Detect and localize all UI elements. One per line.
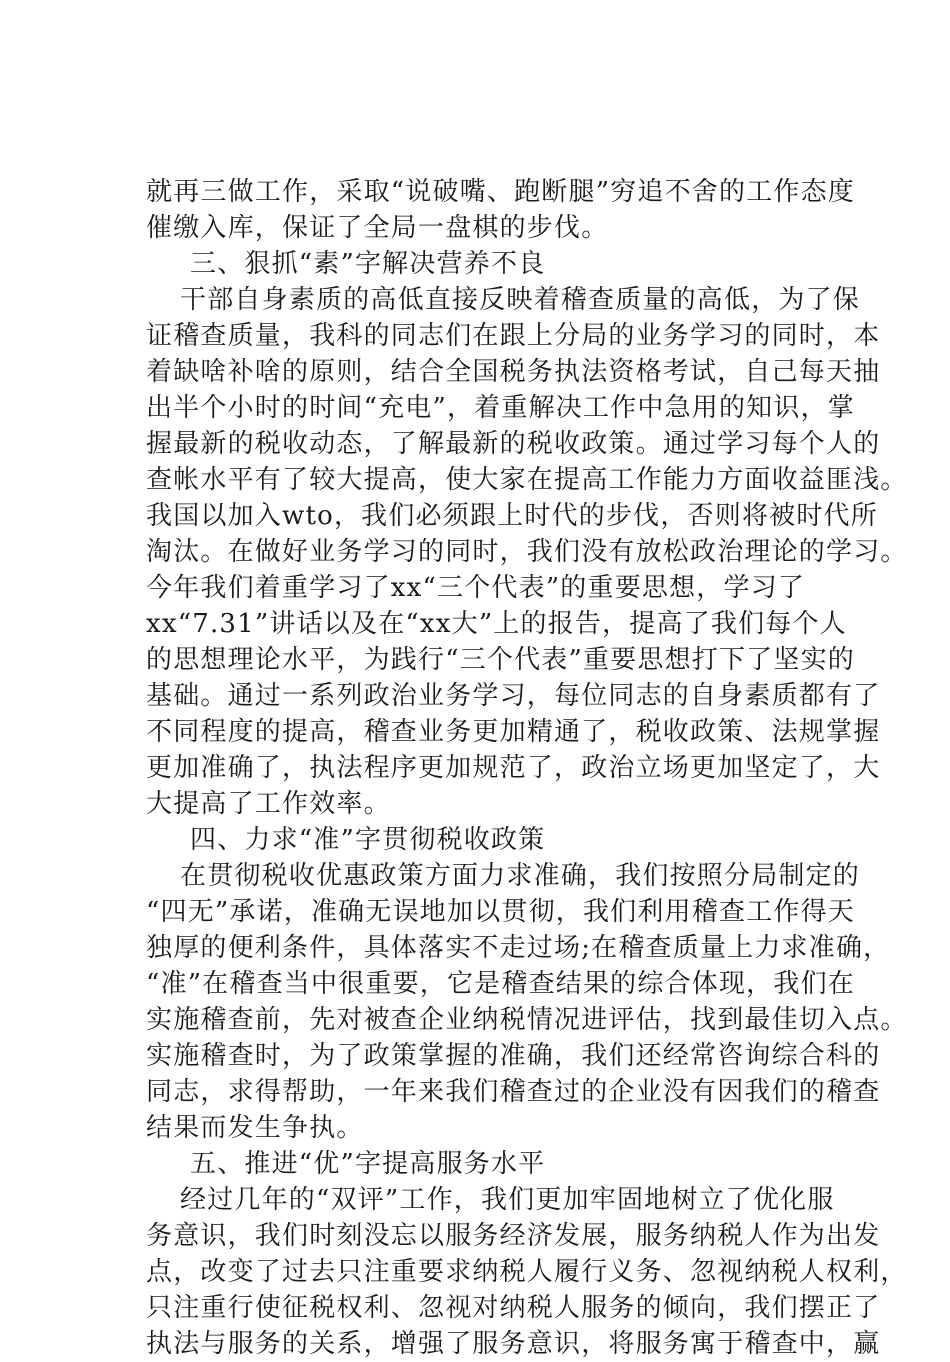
section-heading-4: 四、力求“准”字贯彻税收政策 [190,825,546,855]
body-text-line: 握最新的税收动态，了解最新的税收政策。通过学习每个人的 [146,429,881,459]
body-text-line: 执法与服务的关系，增强了服务意识，将服务寓于稽查中，赢 [146,1329,881,1359]
body-text-line: 出半个小时的时间“充电”，着重解决工作中急用的知识，掌 [146,393,855,423]
body-text-line: 不同程度的提高，稽查业务更加精通了，税收政策、法规掌握 [146,717,881,747]
body-text-line: 在贯彻税收优惠政策方面力求准确，我们按照分局制定的 [180,861,861,891]
body-text-line: 大提高了工作效率。 [146,789,391,819]
body-text-line: 淘汰。在做好业务学习的同时，我们没有放松政治理论的学习。 [146,537,908,567]
body-text-line: 就再三做工作，采取“说破嘴、跑断腿”穷追不舍的工作态度 [146,177,855,207]
body-text-line: “四无”承诺，准确无误地加以贯彻，我们利用稽查工作得天 [146,897,855,927]
body-text-line: 经过几年的“双评”工作，我们更加牢固地树立了优化服 [180,1185,835,1215]
body-text-line: 干部自身素质的高低直接反映着稽查质量的高低，为了保 [180,285,861,315]
body-text-line: 今年我们着重学习了xx“三个代表”的重要思想，学习了 [146,573,806,603]
body-text-line: 同志，求得帮助，一年来我们稽查过的企业没有因我们的稽查 [146,1077,881,1107]
body-text-line: 只注重行使征税权利、忽视对纳税人服务的倾向，我们摆正了 [146,1293,881,1323]
body-text-line: 务意识，我们时刻没忘以服务经济发展，服务纳税人作为出发 [146,1221,881,1251]
body-text-line: 独厚的便利条件，具体落实不走过场;在稽查质量上力求准确， [146,933,891,963]
body-text-line: 查帐水平有了较大提高，使大家在提高工作能力方面收益匪浅。 [146,465,908,495]
body-text-line: 着缺啥补啥的原则，结合全国税务执法资格考试，自己每天抽 [146,357,881,387]
section-heading-3: 三、狠抓“素”字解决营养不良 [190,249,546,279]
body-text-line: xx“7.31”讲话以及在“xx大”上的报告，提高了我们每个人 [146,609,847,639]
body-text-line: 更加准确了，执法程序更加规范了，政治立场更加坚定了，大 [146,753,881,783]
body-text-line: 证稽查质量，我科的同志们在跟上分局的业务学习的同时，本 [146,321,881,351]
section-heading-5: 五、推进“优”字提高服务水平 [190,1149,546,1179]
body-text-line: 的思想理论水平，为践行“三个代表”重要思想打下了坚实的 [146,645,855,675]
body-text-line: “准”在稽查当中很重要，它是稽查结果的综合体现，我们在 [146,969,855,999]
body-text-line: 结果而发生争执。 [146,1113,364,1143]
body-text-line: 我国以加入wto，我们必须跟上时代的步伐，否则将被时代所 [146,501,878,531]
body-text-line: 基础。通过一系列政治业务学习，每位同志的自身素质都有了 [146,681,881,711]
body-text-line: 点，改变了过去只注重要求纳税人履行义务、忽视纳税人权利， [146,1257,908,1287]
body-text-line: 催缴入库，保证了全局一盘棋的步伐。 [146,213,609,243]
body-text-line: 实施稽查前，先对被查企业纳税情况进评估，找到最佳切入点。 [146,1005,908,1035]
body-text-line: 实施稽查时，为了政策掌握的准确，我们还经常咨询综合科的 [146,1041,881,1071]
